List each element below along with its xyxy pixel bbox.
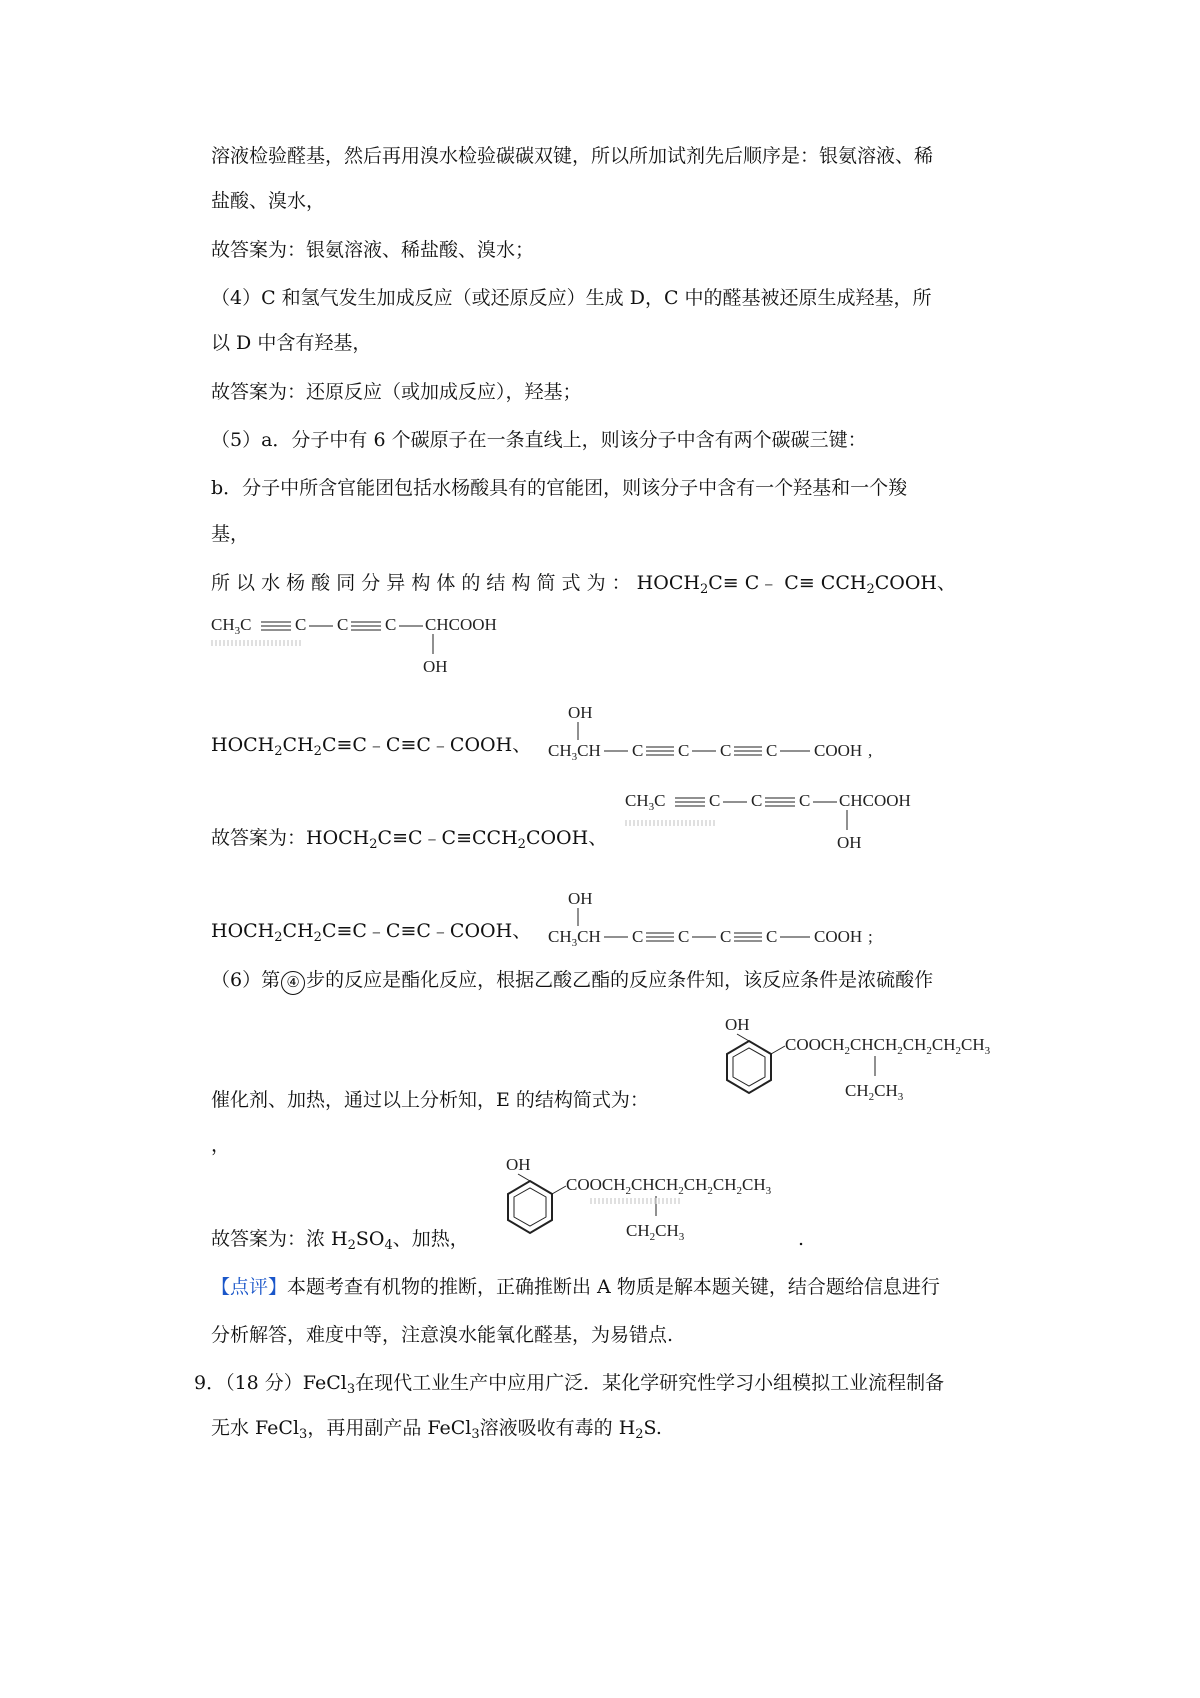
structure-hydroxy-diyne-acid-2 <box>548 886 908 961</box>
svg-text:CHCOOH: CHCOOH <box>839 791 911 810</box>
svg-text:CH3CH: $CH_3CH$ <box>548 927 601 949</box>
structure-ester-e <box>697 1010 1027 1125</box>
svg-text:CH3C: $CH_3C$ <box>625 791 666 813</box>
text-line: b．分子中所含官能团包括水杨酸具有的官能团，则该分子中含有一个羟基和一个羧 <box>211 477 908 499</box>
text-line: 故答案为：银氨溶液、稀盐酸、溴水； <box>211 239 535 261</box>
text-line: 故答案为：还原反应（或加成反应），羟基； <box>211 381 582 403</box>
text-line: 分析解答，难度中等，注意溴水能氧化醛基，为易错点. <box>211 1324 674 1346</box>
svg-text:C: C <box>385 615 397 634</box>
text-line: （6）第 ④ 步的反应是酯化反应，根据乙酸乙酯的反应条件知，该反应条件是浓硫酸作 <box>211 968 933 995</box>
svg-text:COOH: COOH <box>814 927 863 946</box>
text-line: 以 D 中含有羟基， <box>211 332 372 354</box>
text-line: 基， <box>211 523 250 545</box>
svg-text:C: C <box>751 791 763 810</box>
comment-line: 【点评】本题考查有机物的推断，正确推断出 A 物质是解本题关键，结合题给信息进行 <box>211 1276 940 1298</box>
scan-artifact <box>211 640 301 646</box>
text-line: （4）C 和氢气发生加成反应（或还原反应）生成 D，C 中的醛基被还原生成羟基，所 <box>211 287 932 309</box>
period-mark: . <box>798 1228 805 1250</box>
svg-text:CH3C: $CH_3C$ <box>211 615 252 637</box>
formula-line: $HOCH_2CH_2C\equiv C﹣C\equiv C﹣COOH$、 <box>211 920 532 945</box>
svg-text:OH: OH <box>568 703 593 722</box>
svg-text:COOCH2CHCH2CH2CH2CH3: $COOCH_2CHCH_2CH_2CH_2CH_3$ <box>785 1035 991 1057</box>
question-9-line: 9．（18 分）FeCl$_3$在现代工业生产中应用广泛．某化学研究性学习小组模拟工业流程制备 <box>194 1372 945 1397</box>
svg-text:OH: OH <box>423 657 448 676</box>
svg-text:C: C <box>720 741 732 760</box>
svg-text:;: ; <box>868 927 873 946</box>
svg-text:C: C <box>295 615 307 634</box>
text-line: 溶液检验醛基，然后再用溴水检验碳碳双键，所以所加试剂先后顺序是：银氨溶液、稀 <box>211 145 934 167</box>
svg-text:COOH: COOH <box>814 741 863 760</box>
svg-text:CH2CH3: $CH_2CH_3$ <box>845 1081 904 1103</box>
formula-line: $HOCH_2CH_2C\equiv C﹣C\equiv C﹣COOH$、 <box>211 734 532 759</box>
svg-text:C: C <box>632 741 644 760</box>
svg-text:OH: OH <box>725 1015 750 1034</box>
structure-ester-answer <box>478 1150 828 1265</box>
svg-text:,: , <box>868 741 873 760</box>
formula-line: 故答案为：浓 $H_2SO_4$、加热， <box>211 1228 469 1253</box>
scan-artifact <box>590 1198 680 1204</box>
structure-hydroxy-diyne-acid <box>548 700 908 775</box>
svg-text:C: C <box>720 927 732 946</box>
text-line: ， <box>211 1134 231 1156</box>
structure-diyne-hydroxy-acid-2 <box>625 784 955 869</box>
svg-text:C: C <box>766 741 778 760</box>
svg-text:OH: OH <box>568 889 593 908</box>
svg-text:OH: OH <box>506 1155 531 1174</box>
text-line: 催化剂、加热，通过以上分析知，E 的结构简式为： <box>211 1089 649 1111</box>
svg-text:CH2CH3: $CH_2CH_3$ <box>626 1221 685 1243</box>
scan-artifact <box>625 820 715 826</box>
svg-text:COOCH2CHCH2CH2CH2CH3: $COOCH_2CHCH_2CH_2CH_2CH_3$ <box>566 1175 772 1197</box>
formula-line: 故答案为：$HOCH_2C\equiv C﹣C\equiv CCH_2COOH$、 <box>211 827 608 852</box>
step-4-marker: ④ <box>281 971 305 995</box>
svg-text:C: C <box>766 927 778 946</box>
text-line: 盐酸、溴水， <box>211 190 326 212</box>
svg-text:C: C <box>799 791 811 810</box>
structure-diyne-hydroxy-acid <box>211 608 541 693</box>
svg-text:CHCOOH: CHCOOH <box>425 615 497 634</box>
svg-text:C: C <box>632 927 644 946</box>
text-line: （5）a．分子中有 6 个碳原子在一条直线上，则该分子中含有两个碳碳三键： <box>211 429 867 451</box>
svg-text:C: C <box>337 615 349 634</box>
svg-text:C: C <box>678 741 690 760</box>
svg-text:C: C <box>678 927 690 946</box>
svg-text:C: C <box>709 791 721 810</box>
text-line: 无水 FeCl$_3$，再用副产品 FeCl$_3$溶液吸收有毒的 $H_2S$. <box>211 1417 662 1442</box>
svg-text:OH: OH <box>837 833 862 852</box>
comment-tag: 【点评】 <box>211 1276 288 1298</box>
svg-text:CH3CH: $CH_3CH$ <box>548 741 601 763</box>
formula-line: 所 以 水 杨 酸 同 分 异 构 体 的 结 构 简 式 为 ： $HOCH_2C\equiv$ C﹣ $C\equiv CCH_2COOH$、 <box>211 572 956 597</box>
